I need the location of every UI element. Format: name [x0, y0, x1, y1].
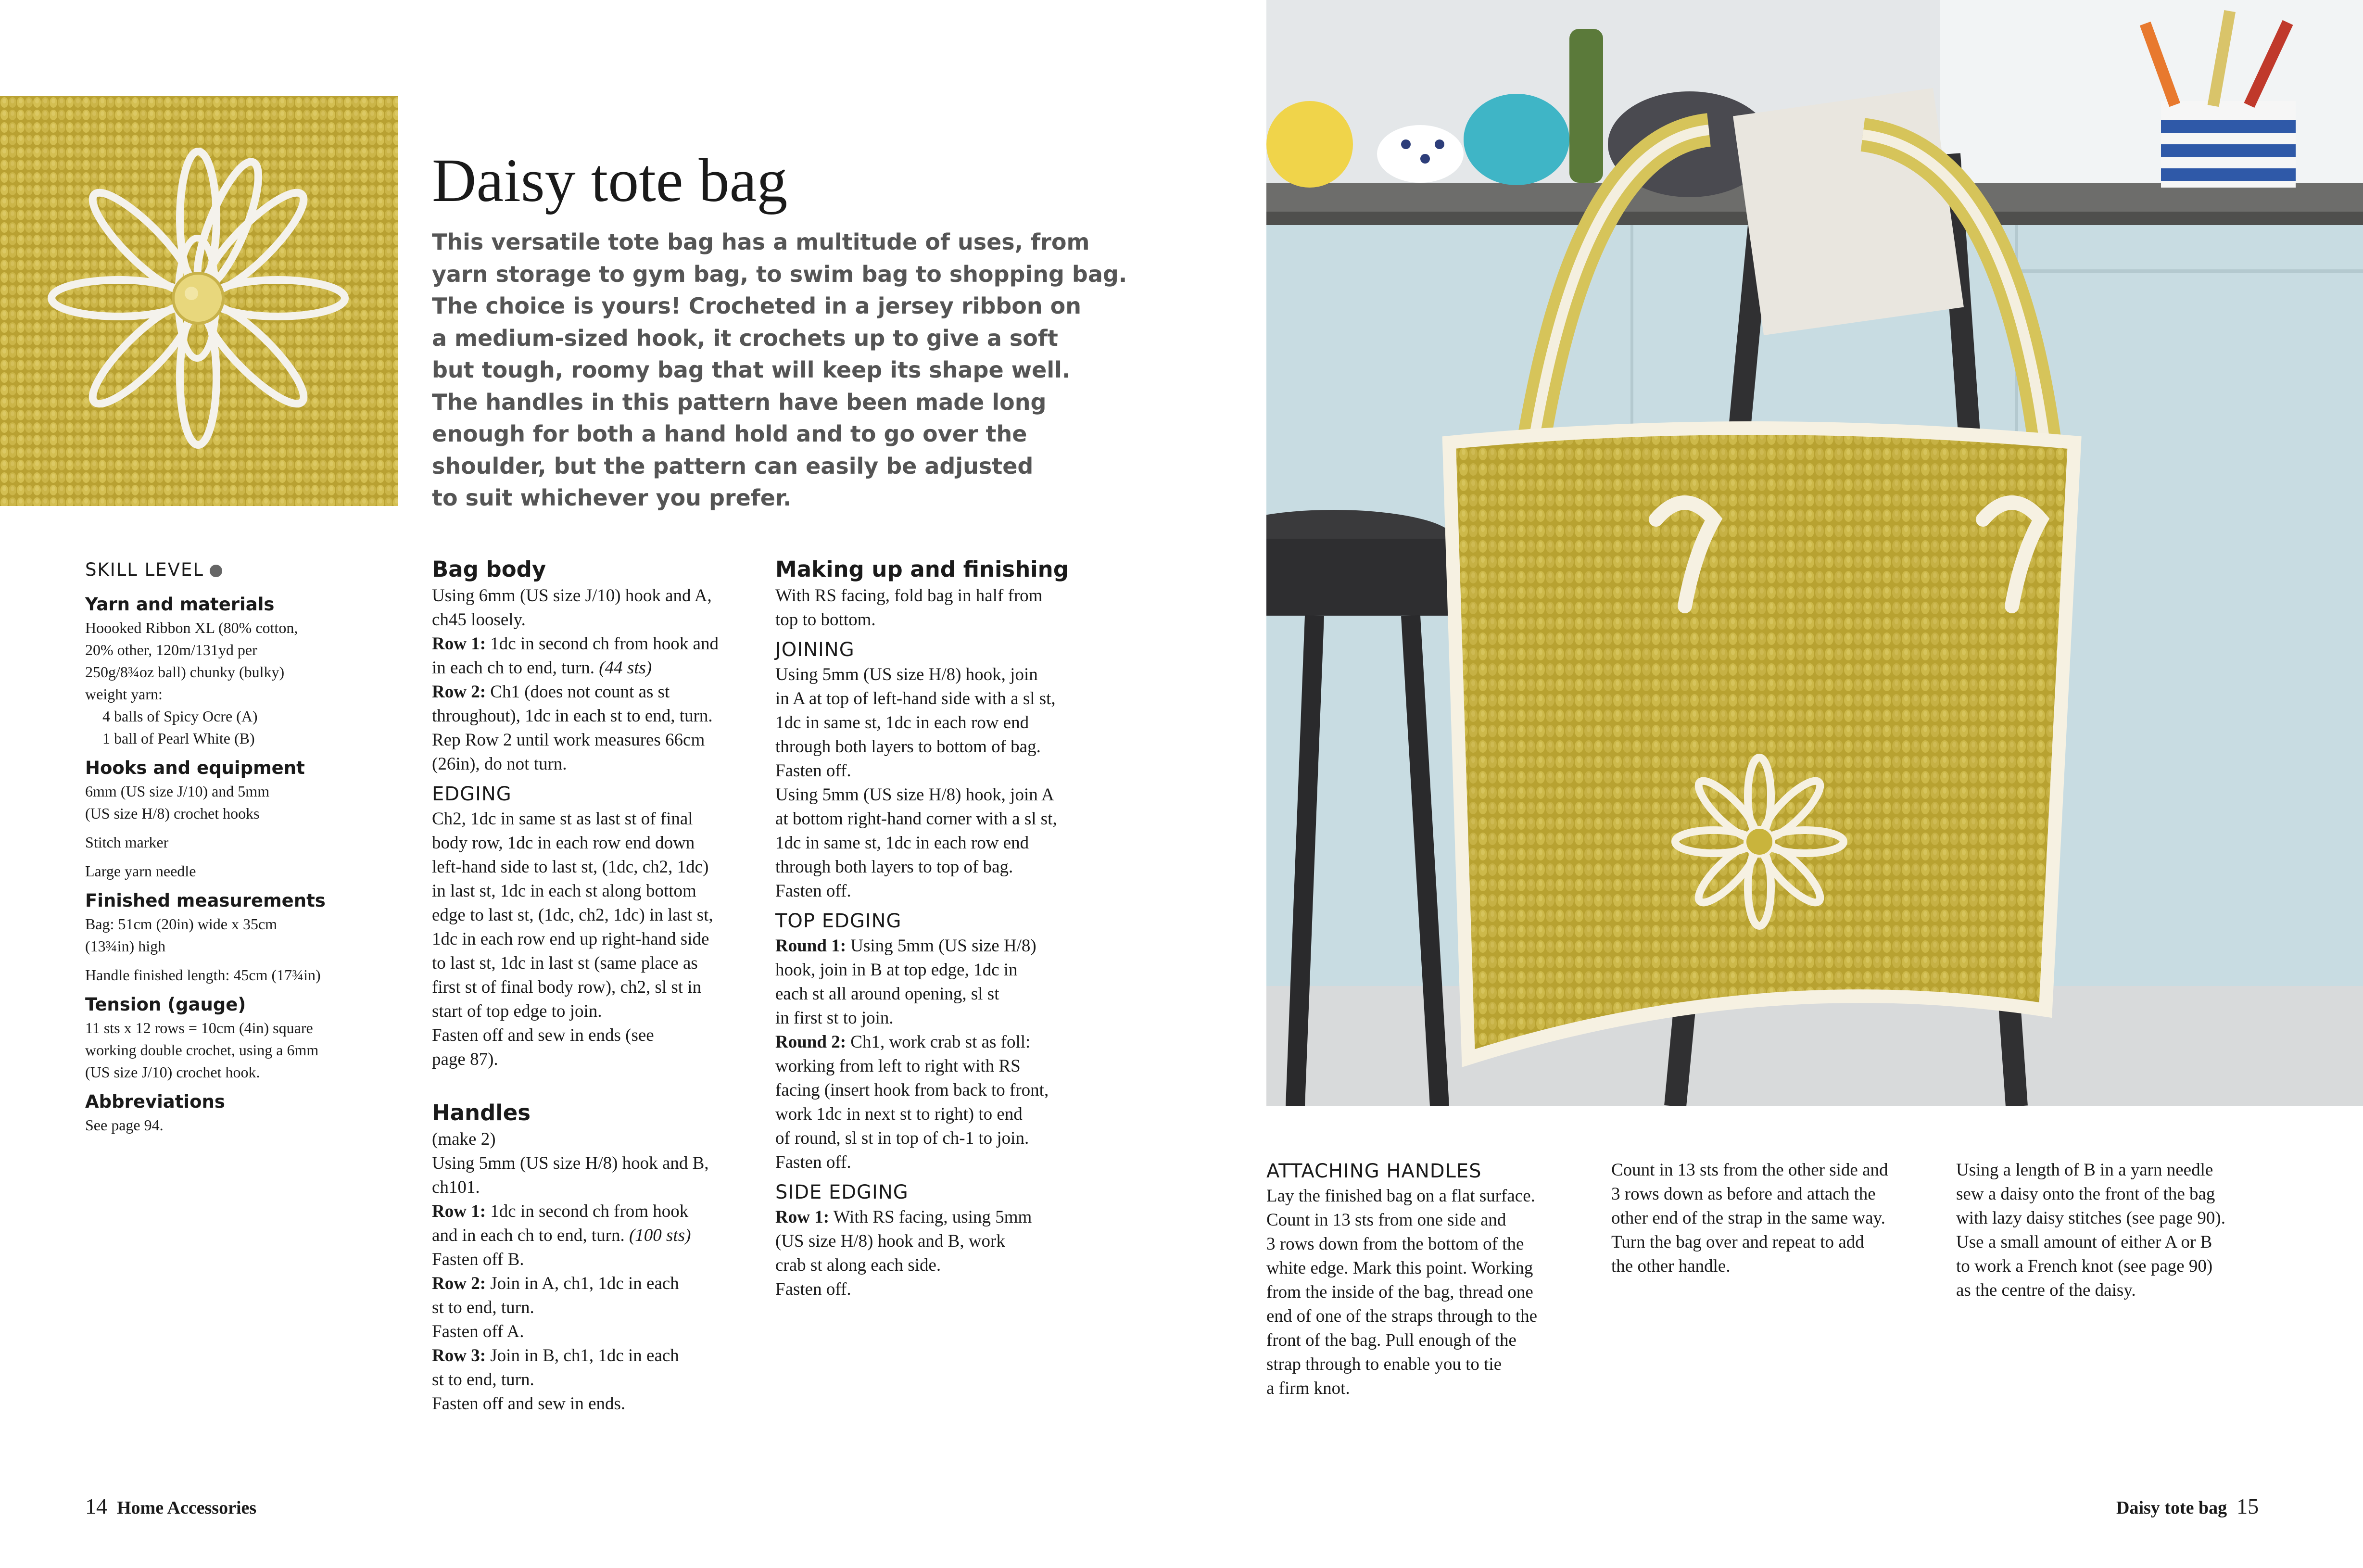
- tote-bag-photo: [1266, 0, 2363, 1106]
- row-text: Join in A, ch1, 1dc in each: [486, 1274, 679, 1293]
- bag-body-line: Rep Row 2 until work measures 66cm: [432, 730, 705, 750]
- row-text: Ch1 (does not count as st: [486, 682, 670, 702]
- row-instruction: [775, 1205, 1107, 1229]
- page-number-right: 15: [2237, 1494, 2259, 1518]
- attaching-handles-column-1: [1266, 1158, 1593, 1401]
- row-label: Row 1:: [775, 1207, 830, 1227]
- attaching-line: 3 rows down as before and attach the: [1611, 1184, 1876, 1204]
- joining-line: Fasten off.: [775, 761, 851, 781]
- intro-line: enough for both a hand hold and to go over the: [432, 421, 1027, 447]
- row-instruction: [432, 1200, 764, 1224]
- intro-line: The handles in this pattern have been made long: [432, 389, 1047, 415]
- side-edging-line: Fasten off.: [775, 1279, 851, 1299]
- top-edging-line: of round, sl st in top of ch-1 to join.: [775, 1128, 1029, 1148]
- abbr-heading: Abbreviations: [85, 1091, 225, 1112]
- stitch-count: (100 sts): [629, 1226, 691, 1245]
- attaching-line: to work a French knot (see page 90): [1956, 1256, 2213, 1276]
- top-edging-line: working from left to right with RS: [775, 1056, 1021, 1076]
- handles-line: ch101.: [432, 1177, 480, 1197]
- skill-level: [85, 558, 393, 582]
- folio-left: [85, 1493, 256, 1519]
- top-edging-heading: TOP EDGING: [775, 910, 902, 932]
- row-label: Row 2:: [432, 682, 486, 702]
- row-instruction: [432, 1344, 764, 1368]
- handles-line: Fasten off A.: [432, 1322, 524, 1341]
- round-instruction: [775, 1030, 1107, 1054]
- joining-heading: JOINING: [775, 639, 855, 661]
- joining-line: Fasten off.: [775, 881, 851, 901]
- making-up-heading: Making up and finishing: [775, 556, 1069, 582]
- intro-line: a medium-sized hook, it crochets up to give a soft: [432, 325, 1058, 351]
- skill-level-label: SKILL LEVEL: [85, 559, 204, 580]
- row-label: Row 1:: [432, 1201, 486, 1221]
- attaching-line: the other handle.: [1611, 1256, 1731, 1276]
- row-text: 1dc in second ch from hook and: [486, 634, 719, 654]
- row-text: With RS facing, using 5mm: [829, 1207, 1032, 1227]
- handles-line: st to end, turn.: [432, 1370, 534, 1390]
- finished-heading: Finished measurements: [85, 890, 326, 911]
- making-up-line: top to bottom.: [775, 610, 876, 630]
- attaching-heading: ATTACHING HANDLES: [1266, 1160, 1482, 1182]
- edging-line: to last st, 1dc in last st (same place as: [432, 953, 698, 973]
- attaching-line: strap through to enable you to tie: [1266, 1354, 1502, 1374]
- handle-length: Handle finished length: 45cm (17¾in): [85, 966, 321, 984]
- row-instruction: [432, 1272, 764, 1296]
- yarn-heading: Yarn and materials: [85, 594, 275, 615]
- edging-line: first st of final body row), ch2, sl st in: [432, 977, 702, 997]
- intro-line: but tough, roomy bag that will keep its shape well.: [432, 357, 1071, 383]
- finished-line: (13¾in) high: [85, 937, 166, 955]
- attaching-line: from the inside of the bag, thread one: [1266, 1282, 1533, 1302]
- attaching-handles-column-2: [1611, 1158, 1938, 1278]
- yarn-needle: Large yarn needle: [85, 862, 196, 880]
- top-edging-line: facing (insert hook from back to front,: [775, 1080, 1049, 1100]
- handles-line: (make 2): [432, 1129, 496, 1149]
- top-edging-line: hook, join in B at top edge, 1dc in: [775, 960, 1018, 980]
- joining-line: at bottom right-hand corner with a sl st,: [775, 809, 1057, 829]
- round-label: Round 1:: [775, 936, 847, 956]
- handles-line: Fasten off B.: [432, 1250, 524, 1269]
- row-text: 1dc in second ch from hook: [486, 1201, 689, 1221]
- side-edging-line: crab st along each side.: [775, 1255, 941, 1275]
- skill-dot-icon: [210, 565, 222, 577]
- row-instruction: [432, 1224, 764, 1248]
- row-label: Row 2:: [432, 1274, 486, 1293]
- round-instruction: [775, 934, 1107, 958]
- intro-line: to suit whichever you prefer.: [432, 485, 792, 511]
- handles-heading: Handles: [432, 1100, 531, 1125]
- joining-line: through both layers to top of bag.: [775, 857, 1013, 877]
- handles-line: Using 5mm (US size H/8) hook and B,: [432, 1153, 709, 1173]
- joining-line: through both layers to bottom of bag.: [775, 737, 1041, 757]
- bag-body-line: (26in), do not turn.: [432, 754, 567, 774]
- hooks-heading: Hooks and equipment: [85, 758, 305, 778]
- row-text: in each ch to end, turn.: [432, 658, 599, 678]
- stitch-count: (44 sts): [599, 658, 652, 678]
- row-text: Join in B, ch1, 1dc in each: [486, 1346, 679, 1366]
- top-edging-line: work 1dc in next st to right) to end: [775, 1104, 1023, 1124]
- edging-line: start of top edge to join.: [432, 1001, 602, 1021]
- intro-line: yarn storage to gym bag, to swim bag to shopping bag.: [432, 261, 1127, 287]
- yarn-line: 250g/8¾oz ball) chunky (bulky): [85, 663, 285, 681]
- side-edging-line: (US size H/8) hook and B, work: [775, 1231, 1005, 1251]
- row-instruction: [432, 632, 764, 656]
- row-label: Row 1:: [432, 634, 486, 654]
- row-label: Row 3:: [432, 1346, 486, 1366]
- row-instruction: [432, 680, 764, 704]
- stitch-marker: Stitch marker: [85, 834, 169, 851]
- attaching-line: with lazy daisy stitches (see page 90).: [1956, 1208, 2225, 1228]
- attaching-line: Using a length of B in a yarn needle: [1956, 1160, 2213, 1180]
- attaching-line: end of one of the straps through to the: [1266, 1306, 1538, 1326]
- row-instruction: [432, 656, 764, 680]
- page-title: Daisy tote bag: [432, 146, 788, 215]
- tension-line: working double crochet, using a 6mm: [85, 1041, 319, 1059]
- folio-right: [2116, 1493, 2259, 1519]
- daisy-detail-photo: [0, 96, 398, 506]
- attaching-line: 3 rows down from the bottom of the: [1266, 1234, 1524, 1254]
- intro-line: The choice is yours! Crocheted in a jersey ribbon on: [432, 293, 1081, 319]
- intro-line: This versatile tote bag has a multitude of uses, from: [432, 229, 1090, 255]
- attaching-handles-column-3: [1956, 1158, 2283, 1302]
- edging-line: 1dc in each row end up right-hand side: [432, 929, 709, 949]
- attaching-line: Count in 13 sts from the other side and: [1611, 1160, 1888, 1180]
- row-text: and in each ch to end, turn.: [432, 1226, 629, 1245]
- abbr-text: See page 94.: [85, 1116, 164, 1134]
- bag-body-heading: Bag body: [432, 556, 546, 582]
- yarn-line: weight yarn:: [85, 685, 163, 703]
- joining-line: Using 5mm (US size H/8) hook, join: [775, 665, 1038, 684]
- hooks-line: 6mm (US size J/10) and 5mm: [85, 783, 270, 800]
- top-edging-line: each st all around opening, sl st: [775, 984, 999, 1004]
- handles-line: st to end, turn.: [432, 1298, 534, 1317]
- finished-line: Bag: 51cm (20in) wide x 35cm: [85, 915, 278, 933]
- tension-line: 11 sts x 12 rows = 10cm (4in) square: [85, 1019, 313, 1037]
- attaching-line: as the centre of the daisy.: [1956, 1280, 2136, 1300]
- yarn-line: 4 balls of Spicy Ocre (A): [102, 708, 258, 725]
- edging-line: in last st, 1dc in each st along bottom: [432, 881, 696, 901]
- attaching-line: Count in 13 sts from one side and: [1266, 1210, 1506, 1230]
- edging-line: Ch2, 1dc in same st as last st of final: [432, 809, 693, 829]
- intro-paragraph: [432, 226, 1127, 514]
- materials-sidebar: [85, 558, 393, 1136]
- edging-line: left-hand side to last st, (1dc, ch2, 1dc): [432, 857, 709, 877]
- attaching-line: a firm knot.: [1266, 1378, 1350, 1398]
- joining-line: in A at top of left-hand side with a sl st,: [775, 689, 1056, 708]
- edging-line: edge to last st, (1dc, ch2, 1dc) in last st,: [432, 905, 713, 925]
- attaching-line: white edge. Mark this point. Working: [1266, 1258, 1533, 1278]
- side-edging-heading: SIDE EDGING: [775, 1181, 909, 1203]
- attaching-line: Use a small amount of either A or B: [1956, 1232, 2212, 1252]
- section-name-left: Home Accessories: [117, 1498, 257, 1518]
- round-text: Ch1, work crab st as foll:: [846, 1032, 1031, 1052]
- joining-line: Using 5mm (US size H/8) hook, join A: [775, 785, 1054, 805]
- round-text: Using 5mm (US size H/8): [846, 936, 1036, 956]
- attaching-line: front of the bag. Pull enough of the: [1266, 1330, 1516, 1350]
- making-up-column: [775, 555, 1107, 1302]
- bag-body-line: ch45 loosely.: [432, 610, 526, 630]
- edging-line: body row, 1dc in each row end down: [432, 833, 695, 853]
- edging-heading: EDGING: [432, 783, 512, 805]
- making-up-line: With RS facing, fold bag in half from: [775, 586, 1043, 606]
- yarn-line: 20% other, 120m/131yd per: [85, 641, 257, 658]
- yarn-line: 1 ball of Pearl White (B): [102, 730, 255, 747]
- top-edging-line: in first st to join.: [775, 1008, 894, 1028]
- attaching-line: other end of the strap in the same way.: [1611, 1208, 1885, 1228]
- yarn-line: Hoooked Ribbon XL (80% cotton,: [85, 619, 298, 636]
- top-edging-line: Fasten off.: [775, 1152, 851, 1172]
- bag-body-column: [432, 555, 764, 1416]
- attaching-line: sew a daisy onto the front of the bag: [1956, 1184, 2215, 1204]
- bag-body-line: throughout), 1dc in each st to end, turn.: [432, 706, 713, 726]
- tote-bag-image: [1266, 0, 2363, 1106]
- joining-line: 1dc in same st, 1dc in each row end: [775, 713, 1029, 733]
- tension-heading: Tension (gauge): [85, 994, 246, 1015]
- attaching-line: Lay the finished bag on a flat surface.: [1266, 1186, 1535, 1206]
- daisy-detail-image: [0, 96, 398, 506]
- page-number-left: 14: [85, 1494, 107, 1518]
- handles-line: Fasten off and sew in ends.: [432, 1394, 626, 1414]
- edging-line: page 87).: [432, 1050, 498, 1069]
- bag-body-line: Using 6mm (US size J/10) hook and A,: [432, 586, 712, 606]
- hooks-line: (US size H/8) crochet hooks: [85, 805, 260, 822]
- edging-line: Fasten off and sew in ends (see: [432, 1025, 654, 1045]
- round-label: Round 2:: [775, 1032, 847, 1052]
- intro-line: shoulder, but the pattern can easily be adjusted: [432, 453, 1034, 479]
- section-name-right: Daisy tote bag: [2116, 1498, 2227, 1518]
- attaching-line: Turn the bag over and repeat to add: [1611, 1232, 1864, 1252]
- tension-line: (US size J/10) crochet hook.: [85, 1063, 260, 1081]
- joining-line: 1dc in same st, 1dc in each row end: [775, 833, 1029, 853]
